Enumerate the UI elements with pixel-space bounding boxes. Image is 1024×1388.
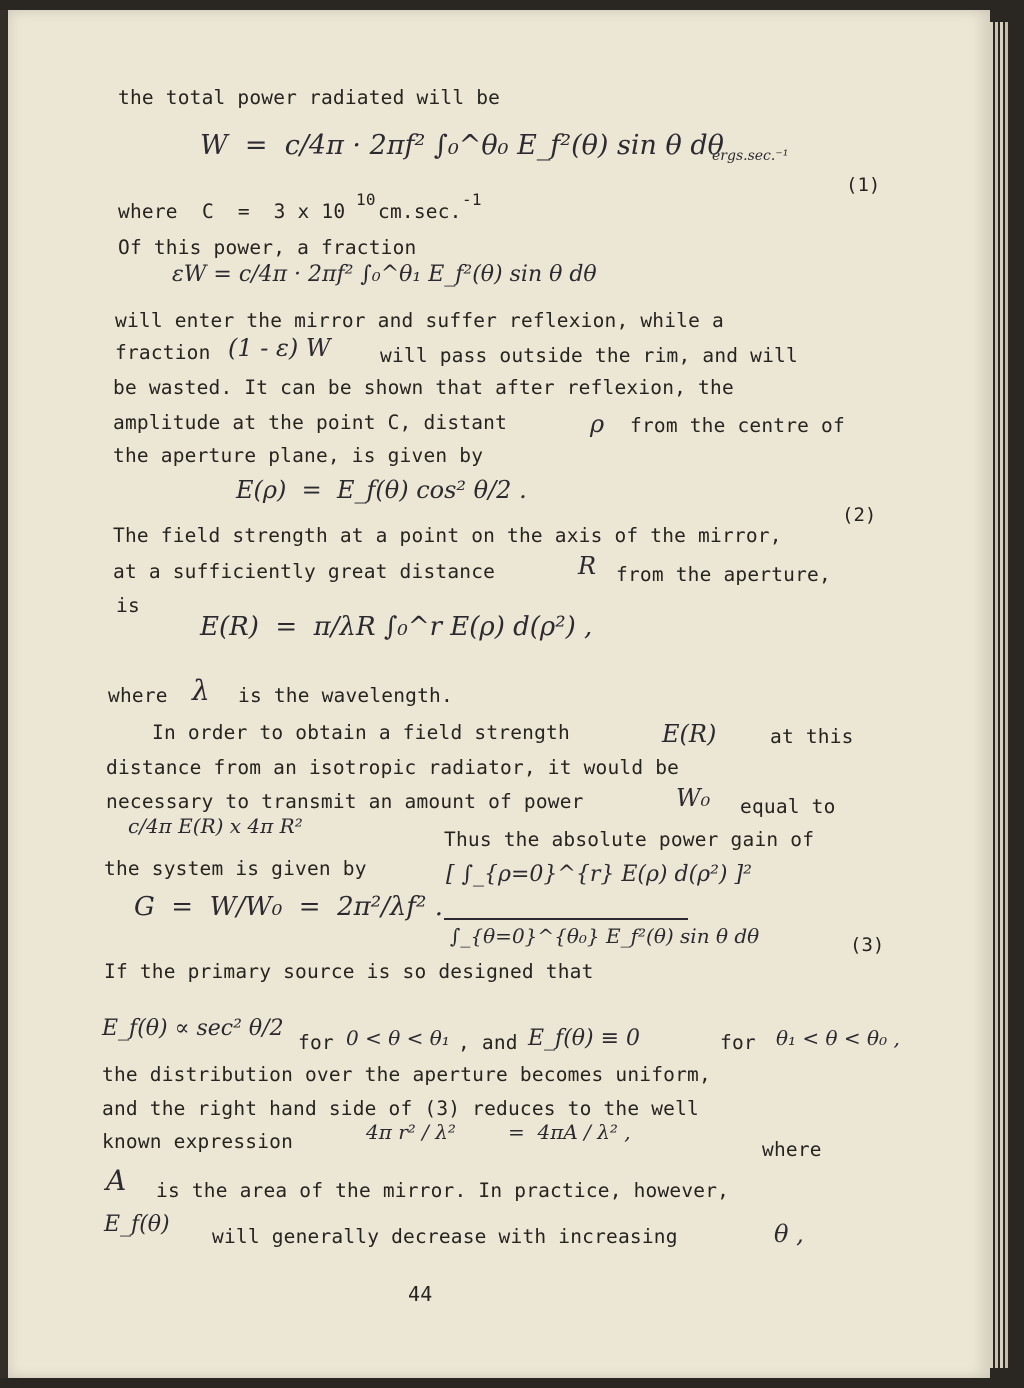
equation-3-numerator: [ ∫_{ρ=0}^{r} E(ρ) d(ρ²) ]² — [446, 862, 752, 887]
condition-2: E_f(θ) ≡ 0 — [528, 1026, 641, 1051]
text-line: In order to obtain a field strength — [152, 721, 570, 744]
text-line: , and — [458, 1031, 518, 1054]
c-definition-exponent: 10 — [356, 190, 376, 209]
w-zero: W₀ — [676, 784, 711, 812]
equation-number-3: (3) — [850, 934, 885, 956]
condition-1-range: 0 < θ < θ₁ — [346, 1026, 450, 1050]
text-line: Of this power, a fraction — [118, 236, 417, 259]
equation-3-denominator: ∫_{θ=0}^{θ₀} E_f²(θ) sin θ dθ — [450, 924, 760, 948]
text-line: the total power radiated will be — [118, 86, 501, 109]
page-edge — [995, 22, 998, 1368]
text-line: where — [762, 1138, 822, 1161]
theta-symbol: θ , — [774, 1220, 804, 1248]
equation-2: E(ρ) = E_f(θ) cos² θ/2 . — [236, 476, 527, 504]
text-line: is the wavelength. — [238, 684, 453, 707]
text-line: the aperture plane, is given by — [113, 444, 484, 467]
text-line: the system is given by — [104, 857, 367, 880]
one-minus-epsilon-w: (1 - ε) W — [228, 334, 331, 362]
text-line: amplitude at the point C, distant — [113, 411, 508, 434]
e-of-r: E(R) — [662, 720, 717, 748]
text-line: is the area of the mirror. In practice, however, — [156, 1179, 730, 1202]
text-line: will pass outside the rim, and will — [380, 344, 798, 367]
lambda-symbol: λ — [192, 674, 210, 707]
text-line: If the primary source is so designed that — [104, 960, 594, 983]
c-definition: C = 3 x 10 — [202, 200, 346, 223]
known-expression-lhs: 4π r² / λ² — [366, 1120, 456, 1144]
equation-3-lhs: G = W/W₀ = 2π²/λf² . — [134, 892, 443, 922]
equation-number-1: (1) — [846, 174, 881, 196]
equation-number-2: (2) — [842, 504, 877, 526]
text-line: Thus the absolute power gain of — [444, 828, 815, 851]
text-line: where — [118, 200, 178, 223]
rho-symbol: ρ — [590, 410, 605, 438]
text-line: known expression — [102, 1130, 294, 1153]
text-line: The field strength at a point on the axis of the mirror, — [113, 524, 782, 547]
text-line: necessary to transmit an amount of power — [106, 790, 584, 813]
equation-1-units: ergs.sec.⁻¹ — [712, 148, 789, 164]
text-line: from the centre of — [630, 414, 845, 437]
condition-1: E_f(θ) ∝ sec² θ/2 — [102, 1016, 284, 1041]
equation-1: W = c/4π · 2πf² ∫₀^θ₀ E_f²(θ) sin θ dθ — [200, 130, 724, 161]
fraction-bar — [444, 918, 688, 920]
page-edge — [1005, 22, 1008, 1368]
text-line: where — [108, 684, 168, 707]
page-number: 44 — [408, 1282, 433, 1306]
fraction-equation: εW = c/4π · 2πf² ∫₀^θ₁ E_f²(θ) sin θ dθ — [172, 262, 597, 287]
text-line: from the aperture, — [616, 563, 831, 586]
page-edge — [990, 22, 993, 1368]
text-line: at this — [770, 725, 854, 748]
area-symbol: A — [106, 1164, 127, 1197]
text-line: equal to — [740, 795, 836, 818]
condition-2-range: θ₁ < θ < θ₀ , — [776, 1026, 900, 1050]
text-line: the distribution over the aperture becomes uniform, — [102, 1063, 711, 1086]
text-line: distance from an isotropic radiator, it would be — [106, 756, 680, 779]
text-line: is — [116, 594, 140, 617]
text-line: fraction — [115, 341, 211, 364]
c-definition-unit-exponent: -1 — [462, 190, 482, 209]
known-expression-rhs: = 4πA / λ² , — [508, 1120, 631, 1144]
page-edge — [1000, 22, 1003, 1368]
text-line: and the right hand side of (3) reduces to the well — [102, 1097, 699, 1120]
text-line: be wasted. It can be shown that after reflexion, the — [113, 376, 734, 399]
e-f-theta: E_f(θ) — [104, 1212, 170, 1237]
c-definition-unit: cm.sec. — [378, 200, 462, 223]
text-line: for — [298, 1031, 334, 1054]
field-strength-equation: E(R) = π/λR ∫₀^r E(ρ) d(ρ²) , — [200, 612, 593, 642]
text-line: will generally decrease with increasing — [212, 1225, 678, 1248]
r-symbol: R — [578, 552, 597, 580]
isotropic-expression: c/4π E(R) x 4π R² — [128, 814, 303, 838]
text-line: at a sufficiently great distance — [113, 560, 496, 583]
text-line: will enter the mirror and suffer reflexion, while a — [115, 309, 724, 332]
text-line: for — [720, 1031, 756, 1054]
